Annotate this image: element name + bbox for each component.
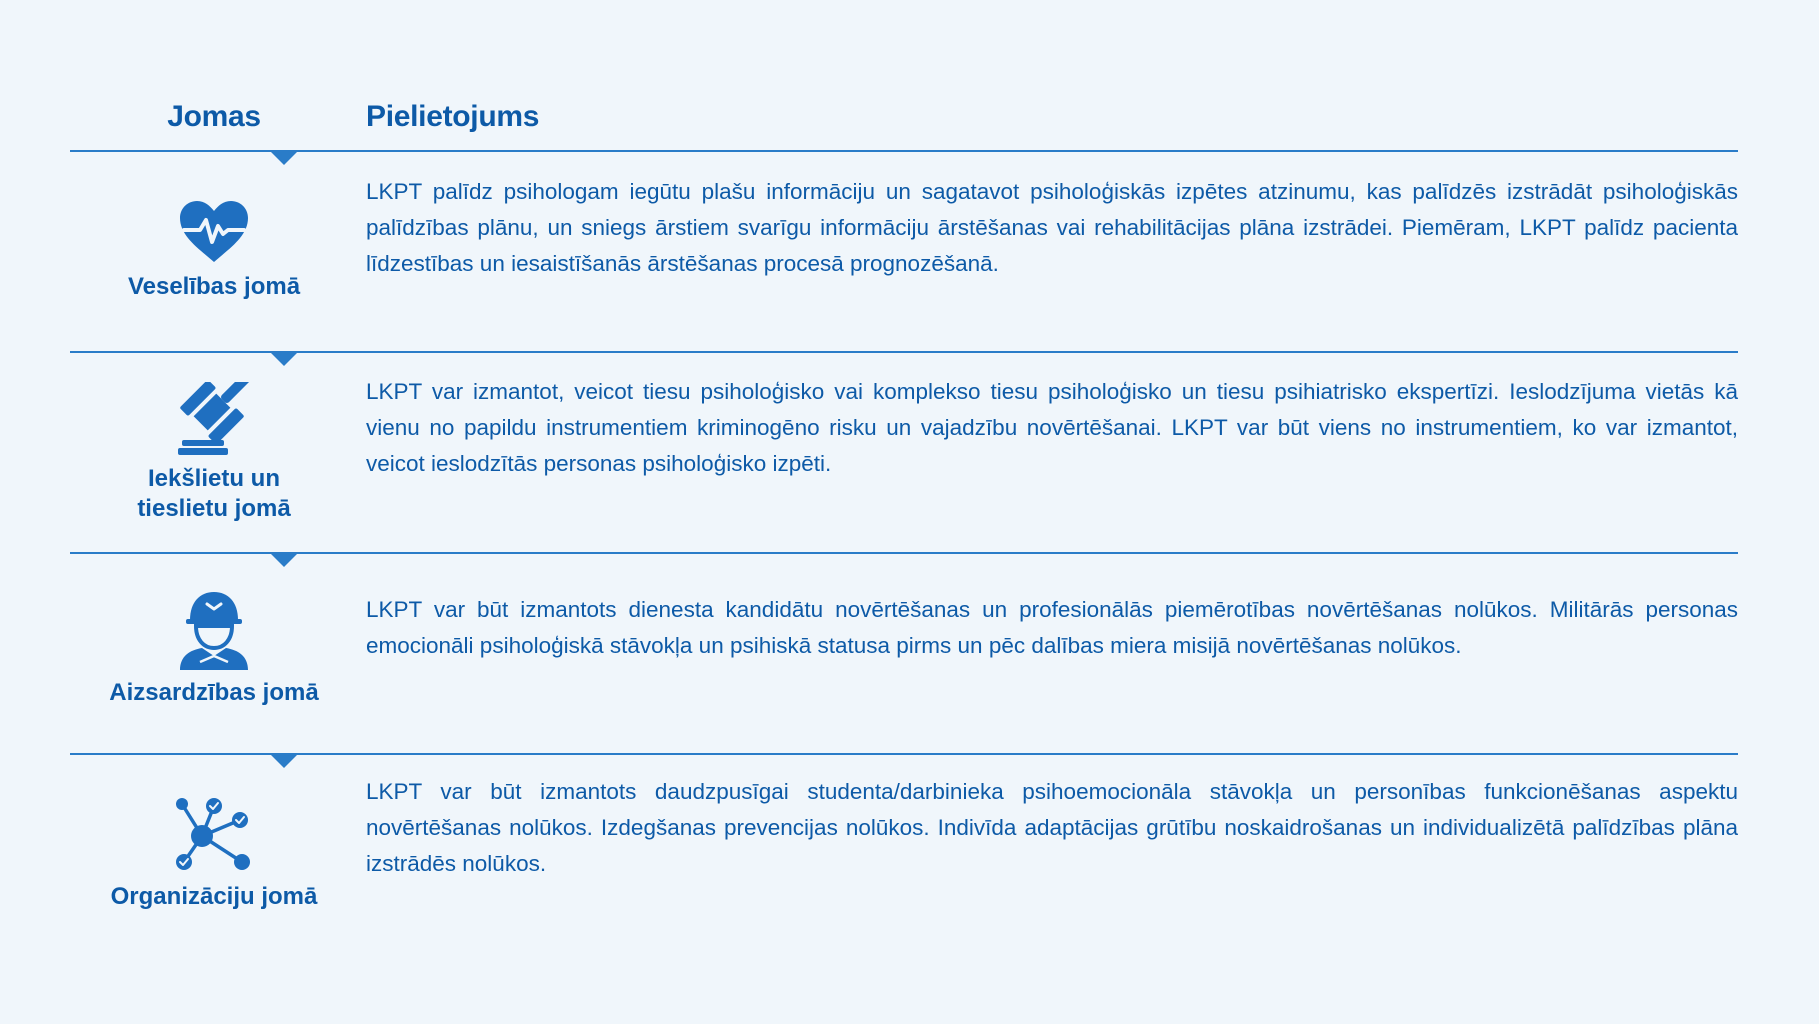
column-header-domains: Jomas xyxy=(167,100,261,133)
domain-label: Veselības jomā xyxy=(127,273,301,300)
divider-notch xyxy=(271,152,297,165)
domain-cell-organizations xyxy=(70,796,358,912)
row-divider xyxy=(70,150,1738,152)
domain-cell-defense xyxy=(70,590,358,708)
application-text: LKPT var būt izmantots daudzpusīgai studenta/darbinieka psihoemocionāla stāvokļa un personības funkcionēšanas aspektu novērtēšanas nolūkos. Izdegšanas prevencijas nolūkos. Indivīda adaptācijas grūtību noskaidrošanas un individualizētā palīdzības plāna izstrādēs nolūkos. xyxy=(366,779,1738,876)
row-divider xyxy=(70,552,1738,554)
application-text: LKPT palīdz psihologam iegūtu plašu informāciju un sagatavot psiholoģiskās izpētes atzinumu, kas palīdzēs izstrādāt psiholoģiskās palīdzības plānu, un sniegs ārstiem svarīgu informāciju ārstēšanas vai rehabilitācijas plāna izstrādei. Piemēram, LKPT palīdz pacienta līdzestības un iesaistīšanās ārstēšanas procesā prognozēšanā. xyxy=(366,179,1738,276)
row-divider xyxy=(70,753,1738,755)
divider-notch xyxy=(271,755,297,768)
row-divider xyxy=(70,351,1738,353)
domain-cell-justice xyxy=(70,382,358,524)
divider-notch xyxy=(271,353,297,366)
network-icon xyxy=(174,796,254,874)
domain-label-line2: tieslietu jomā xyxy=(137,495,291,522)
domain-label: Aizsardzības jomā xyxy=(109,679,319,706)
soldier-icon xyxy=(176,590,252,670)
application-text: LKPT var izmantot, veicot tiesu psiholoģisko vai komplekso tiesu psiholoģisko un tiesu psihiatrisko ekspertīzi. Ieslodzījuma vietās kā vienu no papildu instrumentiem kriminogēno risku un vajadzību novērtēšanai. LKPT var būt viens no instrumentiem, ko var izmantot, veicot ieslodzītās personas psiholoģisko izpēti. xyxy=(366,379,1738,476)
domain-label-line1: Iekšlietu un xyxy=(147,465,281,492)
domain-label xyxy=(70,464,358,524)
table-header xyxy=(0,100,1819,150)
heart-pulse-icon xyxy=(178,200,250,264)
divider-notch xyxy=(271,554,297,567)
application-text: LKPT var būt izmantots dienesta kandidātu novērtēšanas un profesionālās piemērotības novērtēšanas nolūkos. Militārās personas emocionāli psiholoģiskā stāvokļa un psihiskā statusa pirms un pēc dalības miera misijā novērtēšanas nolūkos. xyxy=(366,597,1738,658)
domain-label: Organizāciju jomā xyxy=(110,883,318,910)
column-header-application: Pielietojums xyxy=(366,100,540,133)
domain-cell-health xyxy=(70,200,358,302)
gavel-icon xyxy=(176,382,252,456)
